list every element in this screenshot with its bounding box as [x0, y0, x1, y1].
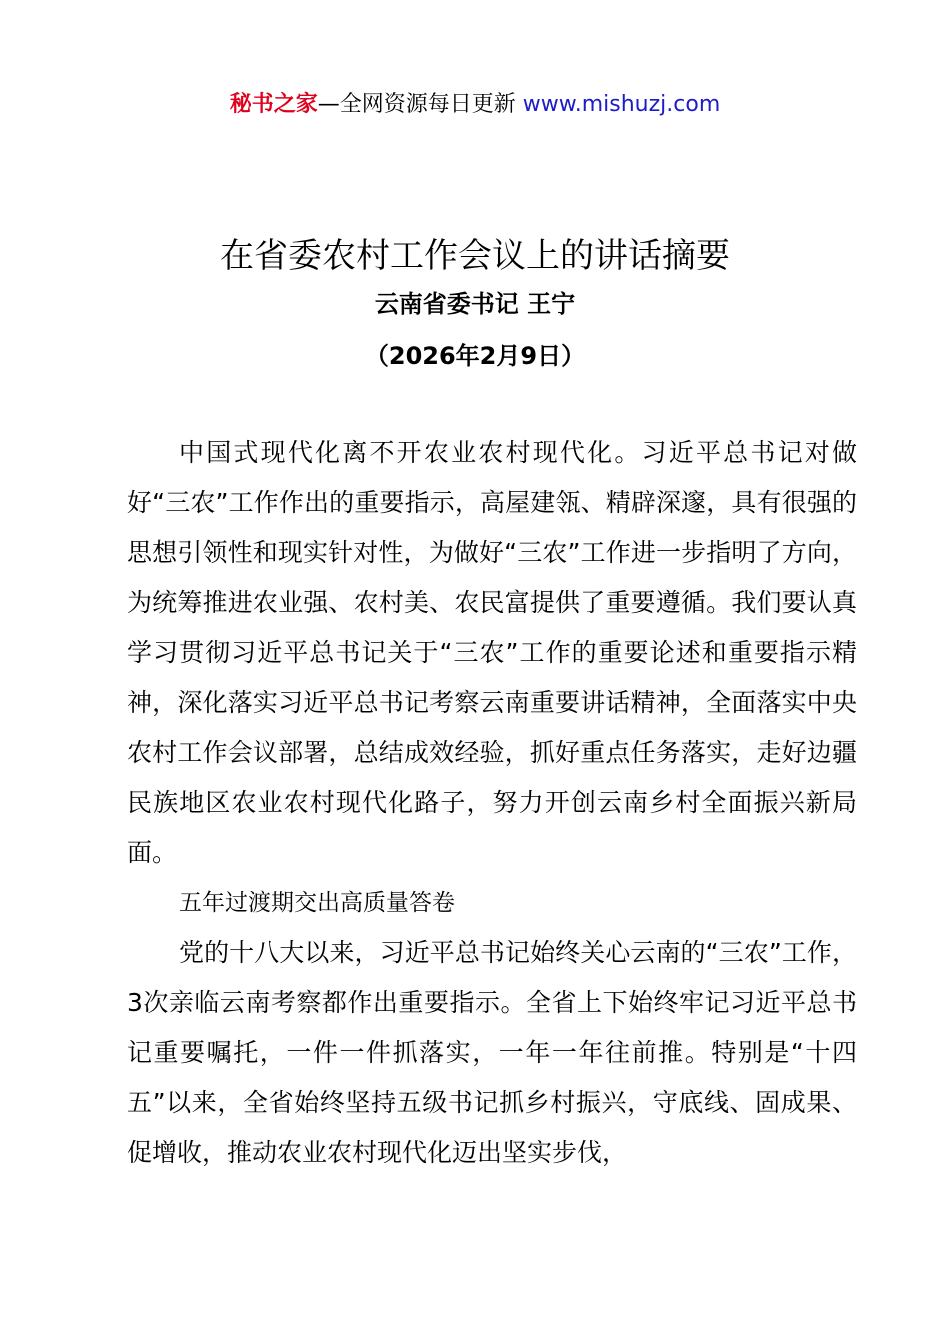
site-url-link[interactable]: www.mishuzj.com [522, 92, 721, 117]
document-title: 在省委农村工作会议上的讲话摘要 [220, 236, 730, 276]
site-brand: 秘书之家 [229, 92, 318, 117]
section-heading: 五年过渡期交出高质量答卷 [179, 890, 455, 916]
document-body [127, 428, 857, 1178]
body-paragraph: 党的十八大以来，习近平总书记始终关心云南的“三农”工作，3次亲临云南考察都作出重要指示。全省上下始终牢记习近平总书记重要嘱托，一件一件抓落实，一年一年往前推。特别是“十四五”以来，全省始终坚持五级书记抓乡村振兴，守底线、固成果、促增收，推动农业农村现代化迈出坚实步伐， [127, 938, 857, 1167]
document-author: 云南省委书记 王宁 [374, 290, 576, 318]
body-paragraph: 中国式现代化离不开农业农村现代化。习近平总书记对做好“三农”工作作出的重要指示，高屋建瓴、精辟深邃，具有很强的思想引领性和现实针对性，为做好“三农”工作进一步指明了方向，为统筹推进农业强、农村美、农民富提供了重要遵循。我们要认真学习贯彻习近平总书记关于“三农”工作的重要论述和重要指示精神，深化落实习近平总书记考察云南重要讲话精神，全面落实中央农村工作会议部署，总结成效经验，抓好重点任务落实，走好边疆民族地区农业农村现代化路子，努力开创云南乡村全面振兴新局面。 [127, 438, 857, 867]
site-header [0, 88, 950, 122]
site-tagline: —全网资源每日更新 [317, 92, 523, 117]
document-date: （2026年2月9日） [364, 342, 586, 370]
